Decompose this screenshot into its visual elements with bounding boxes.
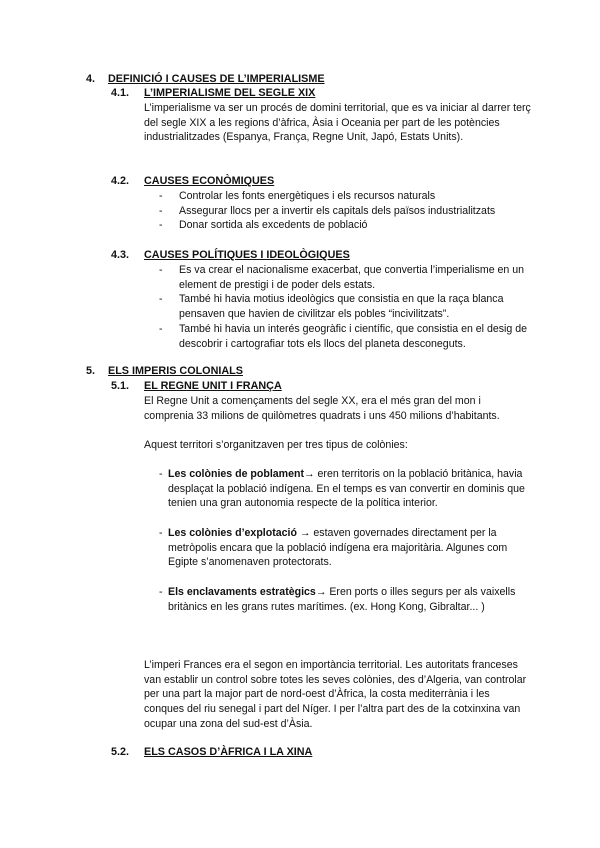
subsection-title: EL REGNE UNIT I FRANÇA <box>144 380 282 392</box>
list-item: - Assegurar llocs per a invertir els capitals dels països industrialitzats <box>159 204 496 217</box>
colony-term: Les colònies d’explotació <box>168 527 297 539</box>
subsection-number: 4.2. <box>111 175 130 187</box>
colony-term: Els enclavaments estratègics <box>168 586 316 598</box>
list-item: - Controlar les fonts energètiques i els recursos naturals <box>159 190 436 202</box>
paragraph-colonies-intro <box>144 438 532 453</box>
subsection-number: 4.1. <box>111 87 130 99</box>
list-item: - Donar sortida als excedents de població <box>159 219 368 232</box>
colony-desc: → estaven governades directament per la metròpolis encara que la població indígena era majoritària. Algunes com Egipte s’anomenaven protectorats. <box>168 527 508 569</box>
economic-causes-list <box>159 189 539 233</box>
paragraph-regne-unit <box>144 394 532 423</box>
paragraph-text: L’imperialisme va ser un procés de domini territorial, que es va iniciar al darrer terç del segle XIX a les regions d’àfrica, Àsia i Oceania per part de les potències industrialitzades (Espanya, França, Regne Unit, Japó, Estats Units). <box>144 102 531 144</box>
colony-type-item: - Les colònies d’explotació → estaven governades directament per la metròpolis encara que la població indígena era majoritària. Algunes com Egipte s’anomenaven protectorats. <box>159 527 508 569</box>
list-item: - També hi havia motius ideològics que consistia en que la raça blanca pensaven que havien de civilitzar els pobles “incivilitzats”. <box>159 293 504 321</box>
subsection-number: 5.2. <box>111 746 130 758</box>
section-number: 4. <box>86 73 96 85</box>
subsection-title: ELS CASOS D’ÀFRICA I LA XINA <box>144 746 313 758</box>
subsection-title: L’IMPERIALISME DEL SEGLE XIX <box>144 87 316 99</box>
section-title: ELS IMPERIS COLONIALS <box>108 365 243 377</box>
paragraph-imperialisme <box>144 101 532 145</box>
list-item: - Es va crear el nacionalisme exacerbat, que convertia l’imperialisme en un element de prestigi i de poder dels estats. <box>159 264 525 291</box>
paragraph-text: El Regne Unit a començaments del segle XX, era el més gran del mon i comprenia 33 milions de quilòmetres quadrats i uns 450 milions d’habitants. <box>144 395 500 422</box>
colony-desc: → Eren ports o illes segurs per als vaixells britànics en les grans rutes marítimes. (ex. Hong Kong, Gibraltar... ) <box>168 586 516 613</box>
list-item: - També hi havia un interés geogràfic i científic, que consistia en el desig de descobrir i cartografiar tots els llocs del planeta desconeguts. <box>159 322 528 350</box>
colony-type-item: - Les colònies de poblament→ eren territoris on la població britànica, havia desplaçat la població indígena. En el temps es van convertir en dominis que tenien una gran autonomia respecte de la política interior. <box>159 468 525 510</box>
subsection-number: 5.1. <box>111 380 130 392</box>
section-title: DEFINICIÓ I CAUSES DE L’IMPERIALISME <box>108 73 325 85</box>
colony-type-item: - Els enclavaments estratègics→ Eren ports o illes segurs per als vaixells britànics en les grans rutes marítimes. (ex. Hong Kong, Gibraltar... ) <box>159 586 516 613</box>
paragraph-text: L’imperi Frances era el segon en importància territorial. Les autoritats franceses van establir un control sobre totes les seves colònies, des d’Algeria, van controlar per una part la major part de nord-oest d’Àfrica, la costa mediterrània i les conques del riu senegal i part del Níger. I per l’altra part des de la cotxinxina van ocupar una zona del sud-est d’Àsia. <box>144 659 527 730</box>
section-number: 5. <box>86 365 96 377</box>
subsection-title: CAUSES POLÍTIQUES I IDEOLÒGIQUES <box>144 249 350 261</box>
subsection-title: CAUSES ECONÒMIQUES <box>144 175 275 187</box>
political-causes-list <box>159 263 539 351</box>
subsection-number: 4.3. <box>111 249 130 261</box>
colony-term: Les colònies de poblament <box>168 468 304 480</box>
paragraph-imperi-frances <box>144 658 532 732</box>
colony-desc: → eren territoris on la població britànica, havia desplaçat la població indígena. En el temps es van convertir en dominis que tenien una gran autonomia respecte de la política interior. <box>168 468 525 510</box>
paragraph-text: Aquest territori s’organitzaven per tres tipus de colònies: <box>144 439 408 451</box>
